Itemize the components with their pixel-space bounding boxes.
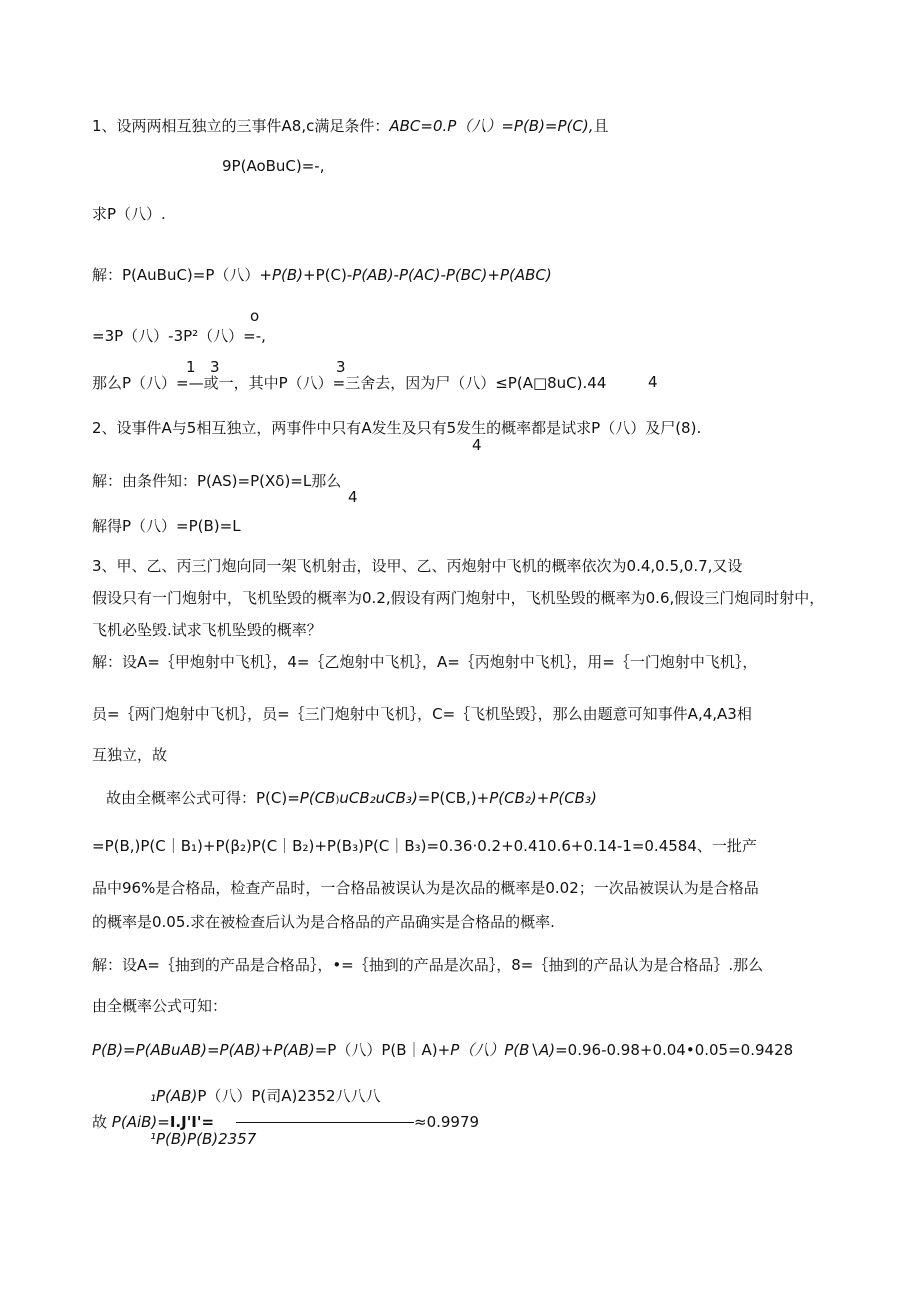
text: =P(CB,)+ (417, 789, 490, 807)
denominator-4: 4 (472, 436, 482, 454)
formula: P(AiB)= (111, 1113, 170, 1131)
solution-3-line-3: 互独立，故 (92, 746, 168, 764)
solution-3-line-2: 员=｛两门炮射中飞机｝，员=｛三门炮射中飞机｝，C=｛飞机坠毁｝，那么由题意可知事件A,4,A3相 (92, 705, 752, 723)
problem-1-statement (92, 116, 609, 136)
solution-4-total-probability (92, 1040, 793, 1060)
text: 解：P(AuBuC)=P（八）+ (92, 266, 272, 284)
text: ) (335, 795, 340, 806)
formula: P(B)=P(ABuAB)=P(AB)+P(AB)= (92, 1041, 328, 1059)
text: +P(C)- (303, 266, 353, 284)
superscript-o: o (250, 307, 260, 325)
text: 故 (92, 1113, 108, 1131)
formula: P(CB (299, 789, 336, 807)
solution-2-line-2: 解得P（八）=P(B)=L (92, 517, 241, 535)
problem-3-line-1: 3、甲、乙、丙三门炮向同一架飞机射击，设甲、乙、丙炮射中飞机的概率依次为0.4,0.5,0.7,又设 (92, 557, 743, 575)
problem-2-statement: 2、设事件A与5相互独立，两事件中只有A发生及只有5发生的概率都是试求P（八）及尸(8). (92, 419, 702, 437)
text: 故由全概率公式可得：P(C)= (106, 789, 300, 807)
formula: uCB₂uCB₃) (339, 789, 418, 807)
problem-4-line-1: 品中96%是合格品，检查产品时，一合格品被误认为是次品的概率是0.02；一次品被误认为是合格品 (92, 879, 759, 897)
formula: ¹P(B)P(B)2357 (150, 1130, 257, 1148)
fraction-bar (236, 1122, 414, 1123)
fraction-top-3b: 3 (336, 358, 346, 376)
problem-3-line-3: 飞机必坠毁.试求飞机坠毁的概率？ (92, 621, 322, 639)
text: 1、设两两相互独立的三事件A8,c满足条件： (92, 117, 390, 135)
formula: P(AB)-P(AC)-P(BC)+P(ABC) (352, 266, 552, 284)
problem-4-line-2: 的概率是0.05.求在被检查后认为是合格品的产品确实是合格品的概率. (92, 913, 555, 931)
problem-1-question: 求P（八）. (92, 205, 166, 223)
solution-1-line-2: =3P（八）-3P²（八）=-, (92, 327, 266, 345)
solution-1-line-3: 那么P（八）=—或一，其中P（八）=三舍去，因为尸（八）≤P(A□8uC).44 (92, 374, 607, 392)
solution-4-line-2: 由全概率公式可知： (92, 997, 228, 1015)
solution-3-total-probability (106, 788, 597, 811)
solution-2-line-1: 解：由条件知：P(AS)=P(Xδ)=L那么 (92, 472, 342, 490)
denominator-4b: 4 (348, 488, 358, 506)
text: =0.96-0.98+0.04•0.05=0.9428 (555, 1041, 794, 1059)
solution-3-result: =P(B,)P(C｜B₁)+P(β₂)P(C｜B₂)+P(B₃)P(C｜B₃)=0.36·0.2+0.410.6+0.14-1=0.4584、一批产 (92, 837, 757, 855)
text: P（八）P(司A)2352八八八 (197, 1087, 381, 1105)
bayes-numerator (150, 1086, 381, 1106)
solution-1-line-1 (92, 265, 552, 285)
formula: ABC=0.P（八）=P(B)=P(C), (389, 117, 594, 135)
trailing-4: 4 (648, 373, 658, 391)
formula: ₁P(AB) (150, 1087, 198, 1105)
fraction-top-1: 1 (186, 358, 196, 376)
solution-4-line-1: 解：设A=｛抽到的产品是合格品｝，•=｛抽到的产品是次品｝，8=｛抽到的产品认为是合格品｝.那么 (92, 956, 764, 974)
formula: P（八）P(B∖A) (450, 1041, 556, 1059)
bayes-result: ≈0.9979 (414, 1113, 480, 1131)
bayes-denominator (150, 1129, 256, 1149)
formula: P(CB₂)+P(CB₃) (489, 789, 597, 807)
formula: P(B) (271, 266, 304, 284)
text: 且 (593, 117, 609, 135)
solution-3-line-1: 解：设A=｛甲炮射中飞机｝，4=｛乙炮射中飞机｝，A=｛丙炮射中飞机｝，用=｛一门炮射中飞机｝， (92, 653, 758, 671)
text: P（八）P(B｜A)+ (327, 1041, 451, 1059)
problem-1-condition: 9P(AoBuC)=-, (222, 157, 325, 175)
problem-3-line-2: 假设只有一门炮射中，飞机坠毁的概率为0.2,假设有两门炮射中，飞机坠毁的概率为0.6,假设三门炮同时射中， (92, 589, 825, 607)
fraction-top-3: 3 (210, 358, 220, 376)
text: I.J'I'= (169, 1113, 215, 1131)
